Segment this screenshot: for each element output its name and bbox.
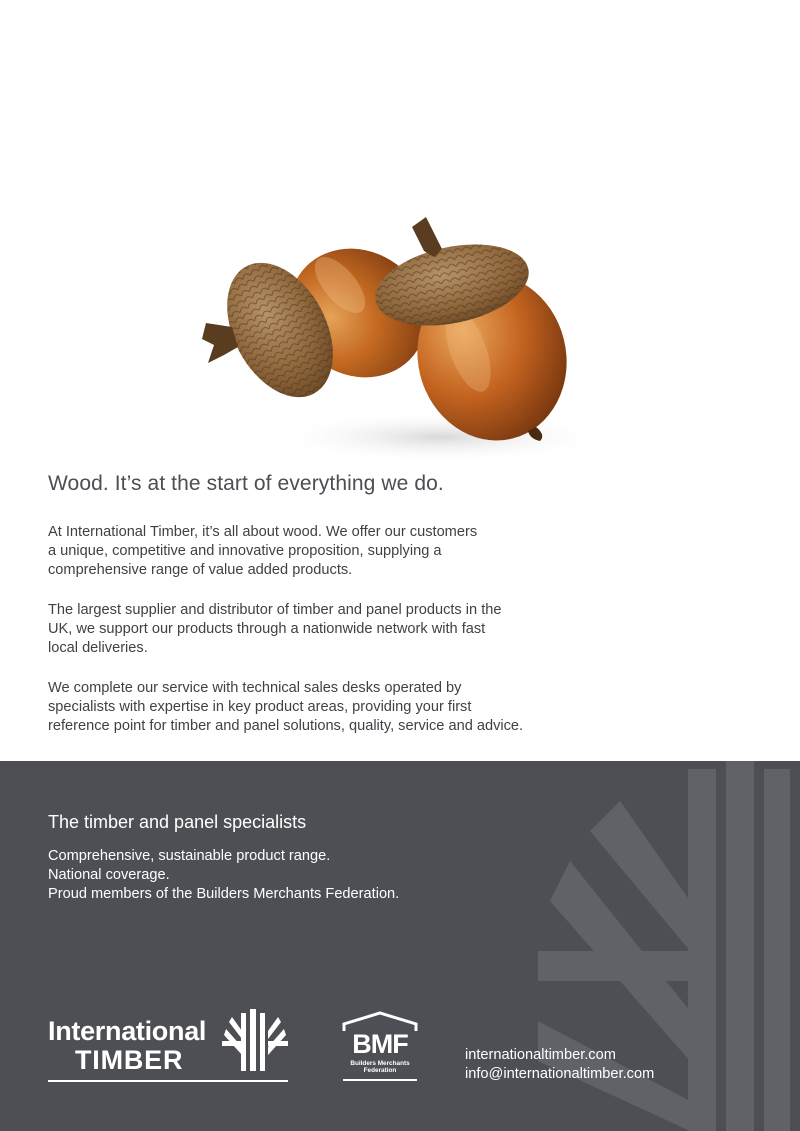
text-line: comprehensive range of value added products. (48, 562, 353, 579)
logo-underline (48, 1080, 288, 1082)
acorn-image (190, 205, 610, 465)
website-link[interactable]: internationaltimber.com (465, 1047, 616, 1063)
tree-icon (222, 1007, 288, 1073)
headline: Wood. It’s at the start of everything we do. (48, 472, 444, 495)
bmf-caption-line: Federation (363, 1067, 397, 1074)
contact-details (465, 1046, 654, 1084)
text-line: The largest supplier and distributor of timber and panel products in the (48, 602, 502, 618)
claim-line: National coverage. (48, 866, 170, 883)
bmf-underline (343, 1079, 417, 1081)
international-timber-logo (48, 1007, 290, 1085)
claim-line: Comprehensive, sustainable product range. (48, 848, 331, 864)
text-line: a unique, competitive and innovative proposition, supplying a (48, 543, 442, 560)
bmf-abbreviation: BMF (352, 1029, 408, 1059)
email-link[interactable]: info@internationaltimber.com (465, 1066, 655, 1082)
bmf-logo (342, 1011, 418, 1083)
text-line: UK, we support our products through a nationwide network with fast (48, 621, 486, 638)
footer-panel (0, 761, 800, 1131)
intro-paragraph-2 (48, 601, 568, 659)
logo-word-timber: TIMBER (75, 1045, 184, 1075)
intro-paragraph-1 (48, 523, 568, 581)
bmf-caption (342, 1060, 418, 1074)
text-line: local deliveries. (48, 640, 148, 657)
footer-title: The timber and panel specialists (48, 812, 307, 832)
text-line: reference point for timber and panel solutions, quality, service and advice. (48, 718, 524, 735)
logo-word-international: International (48, 1016, 207, 1046)
intro-paragraph-3 (48, 679, 568, 737)
text-line: We complete our service with technical sales desks operated by (48, 680, 462, 696)
text-line: At International Timber, it’s all about wood. We offer our customers (48, 524, 478, 540)
bmf-caption-line: Builders Merchants (350, 1060, 410, 1067)
footer-claims (48, 847, 399, 903)
text-line: specialists with expertise in key product areas, providing your first (48, 699, 472, 716)
claim-line: Proud members of the Builders Merchants Federation. (48, 885, 400, 902)
